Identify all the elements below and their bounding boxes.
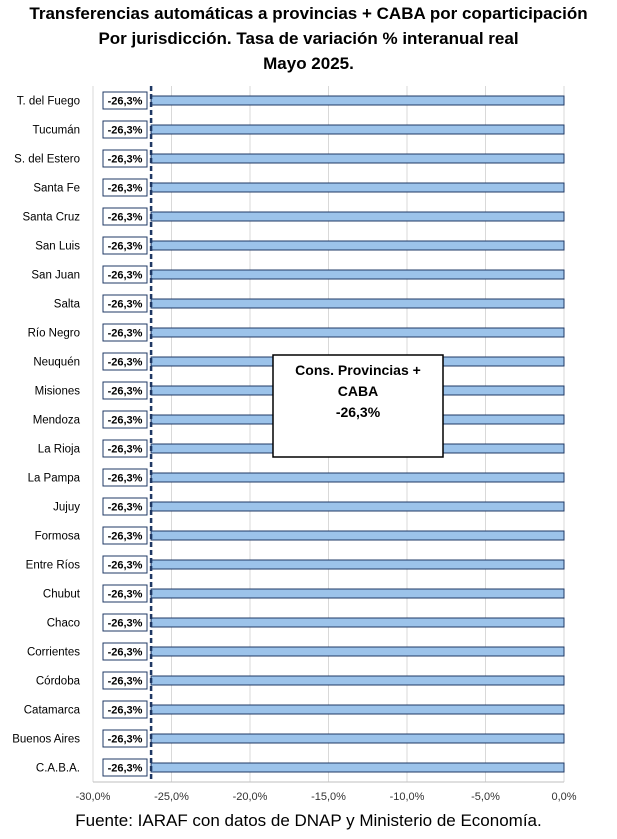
category-label: La Rioja (37, 443, 80, 456)
x-tick-label: -30,0% (75, 791, 111, 803)
category-label: Jujuy (53, 501, 80, 514)
chart-period: Mayo 2025. (263, 54, 354, 73)
data-label: -26,3% (107, 588, 143, 601)
data-label: -26,3% (107, 124, 143, 137)
bar (151, 676, 564, 685)
bar (151, 212, 564, 221)
data-label: -26,3% (107, 501, 143, 514)
data-label: -26,3% (107, 211, 143, 224)
category-labels (12, 96, 81, 775)
data-label: -26,3% (107, 95, 143, 108)
bar (151, 154, 564, 163)
bar (151, 618, 564, 627)
annotation-text: Cons. Provincias + (295, 362, 421, 378)
data-label: -26,3% (107, 472, 143, 485)
x-tick-label: -25,0% (154, 791, 189, 803)
chart-subtitle: Por jurisdicción. Tasa de variación % interanual real (98, 29, 519, 48)
category-label: San Juan (31, 269, 80, 282)
category-label: S. del Estero (14, 153, 80, 166)
bar (151, 705, 564, 714)
data-label: -26,3% (107, 704, 143, 717)
category-label: Formosa (34, 530, 80, 543)
category-label: Córdoba (35, 675, 80, 688)
bar (151, 299, 564, 308)
category-label: La Pampa (27, 472, 80, 485)
data-label: -26,3% (107, 327, 143, 340)
bar (151, 531, 564, 540)
data-label: -26,3% (107, 298, 143, 311)
x-tick-label: -15,0% (311, 791, 346, 803)
bar (151, 473, 564, 482)
category-label: Corrientes (26, 646, 80, 659)
bar (151, 502, 564, 511)
category-label: C.A.B.A. (35, 762, 80, 775)
data-label: -26,3% (107, 356, 143, 369)
bar (151, 183, 564, 192)
category-label: Tucumán (32, 124, 80, 137)
chart-title: Transferencias automáticas a provincias + CABA por coparticipación (29, 4, 588, 23)
bar (151, 241, 564, 250)
data-label: -26,3% (107, 559, 143, 572)
bar (151, 734, 564, 743)
x-axis (76, 782, 577, 803)
category-label: Chaco (46, 617, 80, 630)
data-label: -26,3% (107, 269, 143, 282)
annotation-text: CABA (337, 383, 379, 399)
x-tick-label: -10,0% (389, 791, 425, 803)
category-label: Santa Cruz (22, 211, 80, 224)
x-tick-label: 0,0% (551, 791, 577, 803)
data-label: -26,3% (107, 182, 143, 195)
x-tick-label: -20,0% (232, 791, 268, 803)
category-label: Río Negro (27, 327, 80, 340)
annotation-box (273, 355, 443, 457)
data-label: -26,3% (107, 153, 143, 166)
category-label: Catamarca (23, 704, 80, 717)
data-label: -26,3% (107, 617, 143, 630)
bar (151, 125, 564, 134)
category-label: Salta (53, 298, 80, 311)
source-footnote: Fuente: IARAF con datos de DNAP y Ministerio de Economía. (75, 811, 542, 830)
data-label: -26,3% (107, 385, 143, 398)
bar (151, 328, 564, 337)
category-label: Buenos Aires (12, 733, 80, 746)
data-label: -26,3% (107, 733, 143, 746)
bar (151, 763, 564, 772)
category-label: San Luis (35, 240, 80, 253)
category-label: Mendoza (32, 414, 80, 427)
annotation-text: -26,3% (335, 404, 381, 420)
data-label: -26,3% (107, 240, 143, 253)
bar (151, 270, 564, 279)
data-label: -26,3% (107, 443, 143, 456)
category-label: T. del Fuego (16, 95, 80, 108)
bar (151, 647, 564, 656)
data-labels (103, 92, 147, 776)
category-label: Neuquén (33, 356, 80, 369)
bar (151, 96, 564, 105)
category-label: Santa Fe (33, 182, 80, 195)
bar (151, 589, 564, 598)
data-label: -26,3% (107, 675, 143, 688)
x-tick-label: -5,0% (471, 791, 500, 803)
category-label: Misiones (34, 385, 80, 398)
category-label: Entre Ríos (25, 559, 80, 572)
bar (151, 560, 564, 569)
data-label: -26,3% (107, 646, 143, 659)
data-label: -26,3% (107, 762, 143, 775)
data-label: -26,3% (107, 530, 143, 543)
category-label: Chubut (42, 588, 80, 601)
data-label: -26,3% (107, 414, 143, 427)
